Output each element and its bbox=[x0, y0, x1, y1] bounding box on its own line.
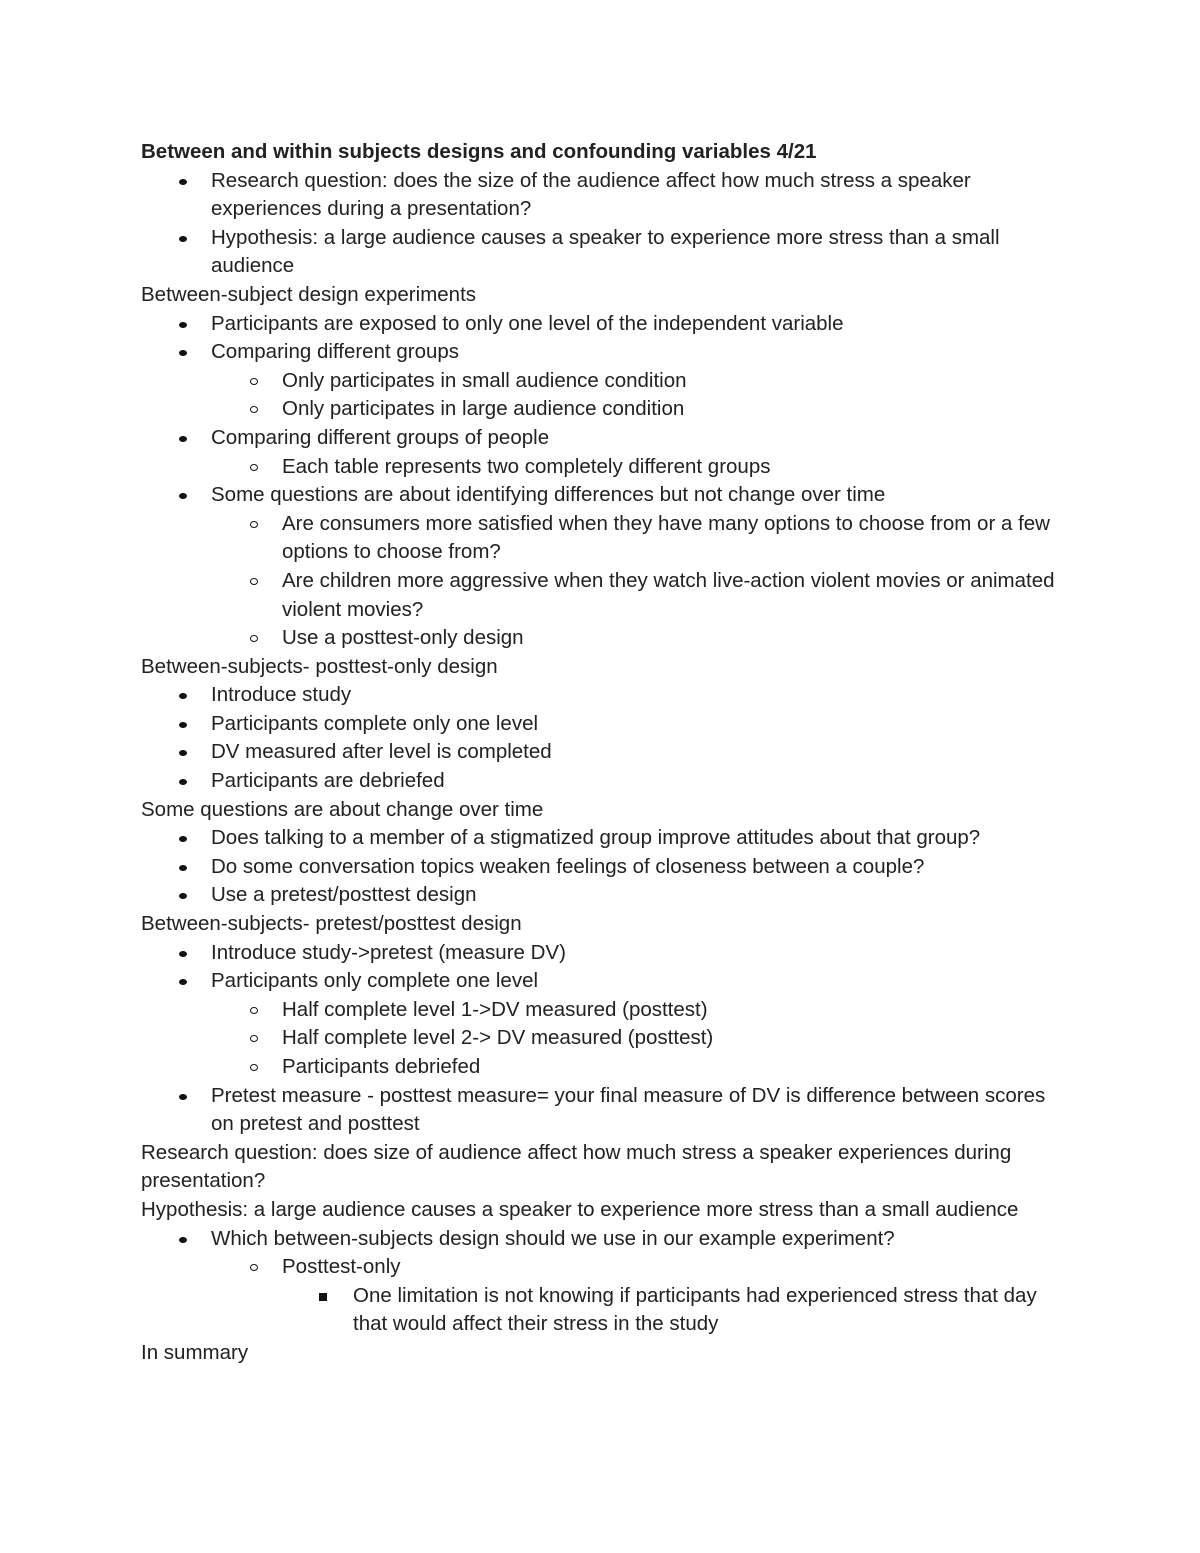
list-item: Only participates in small audience condition bbox=[141, 367, 1071, 396]
circle-bullet-icon bbox=[246, 1253, 266, 1282]
list-item: Hypothesis: a large audience causes a speaker to experience more stress than a small audience bbox=[141, 224, 1071, 281]
list-item: Some questions are about identifying differences but not change over time bbox=[141, 481, 1071, 510]
list-item: Comparing different groups of people bbox=[141, 424, 1071, 453]
list-item: Participants are exposed to only one level of the independent variable bbox=[141, 310, 1071, 339]
section-heading: Between-subjects- pretest/posttest design bbox=[141, 912, 522, 936]
disc-bullet-icon bbox=[175, 853, 195, 882]
disc-bullet-icon bbox=[175, 1225, 195, 1254]
disc-bullet-icon bbox=[175, 681, 195, 710]
section-heading: Hypothesis: a large audience causes a speaker to experience more stress than a small audience bbox=[141, 1197, 1019, 1221]
circle-bullet-icon bbox=[246, 1024, 266, 1053]
list-item: Only participates in large audience condition bbox=[141, 395, 1071, 424]
list-item: Participants complete only one level bbox=[141, 710, 1071, 739]
list-item: Use a posttest-only design bbox=[141, 624, 1071, 653]
disc-bullet-icon bbox=[175, 481, 195, 510]
list-item: Introduce study->pretest (measure DV) bbox=[141, 939, 1071, 968]
circle-bullet-icon bbox=[246, 567, 266, 596]
list-item: Research question: does the size of the audience affect how much stress a speaker experiences during a presentation? bbox=[141, 167, 1071, 224]
list-item: Comparing different groups bbox=[141, 338, 1071, 367]
circle-bullet-icon bbox=[246, 1053, 266, 1082]
disc-bullet-icon bbox=[175, 738, 195, 767]
disc-bullet-icon bbox=[175, 424, 195, 453]
list-item: Participants are debriefed bbox=[141, 767, 1071, 796]
list-item: Which between-subjects design should we use in our example experiment? bbox=[141, 1225, 1071, 1254]
circle-bullet-icon bbox=[246, 624, 266, 653]
circle-bullet-icon bbox=[246, 395, 266, 424]
section-heading: Research question: does size of audience affect how much stress a speaker experiences during presentation? bbox=[141, 1140, 1012, 1193]
disc-bullet-icon bbox=[175, 824, 195, 853]
disc-bullet-icon bbox=[175, 939, 195, 968]
list-item: Are children more aggressive when they watch live-action violent movies or animated violent movies? bbox=[141, 567, 1071, 624]
list-item: Posttest-only bbox=[141, 1253, 1071, 1282]
disc-bullet-icon bbox=[175, 338, 195, 367]
circle-bullet-icon bbox=[246, 453, 266, 482]
list-item: Half complete level 2-> DV measured (posttest) bbox=[141, 1024, 1071, 1053]
list-item: Participants only complete one level bbox=[141, 967, 1071, 996]
list-item: Pretest measure - posttest measure= your final measure of DV is difference between scores on pretest and posttest bbox=[141, 1082, 1071, 1139]
disc-bullet-icon bbox=[175, 967, 195, 996]
square-bullet-icon bbox=[315, 1282, 335, 1311]
circle-bullet-icon bbox=[246, 510, 266, 539]
list-item: Use a pretest/posttest design bbox=[141, 881, 1071, 910]
list-item: DV measured after level is completed bbox=[141, 738, 1071, 767]
disc-bullet-icon bbox=[175, 310, 195, 339]
document-body bbox=[141, 138, 1071, 1368]
section-heading: Between-subjects- posttest-only design bbox=[141, 654, 498, 678]
disc-bullet-icon bbox=[175, 1082, 195, 1111]
list-item: Participants debriefed bbox=[141, 1053, 1071, 1082]
circle-bullet-icon bbox=[246, 996, 266, 1025]
circle-bullet-icon bbox=[246, 367, 266, 396]
list-item: Do some conversation topics weaken feelings of closeness between a couple? bbox=[141, 853, 1071, 882]
list-item: Are consumers more satisfied when they have many options to choose from or a few options to choose from? bbox=[141, 510, 1071, 567]
disc-bullet-icon bbox=[175, 167, 195, 196]
disc-bullet-icon bbox=[175, 881, 195, 910]
list-item: Does talking to a member of a stigmatized group improve attitudes about that group? bbox=[141, 824, 1071, 853]
list-item: Introduce study bbox=[141, 681, 1071, 710]
disc-bullet-icon bbox=[175, 710, 195, 739]
section-heading: Between-subject design experiments bbox=[141, 282, 477, 306]
disc-bullet-icon bbox=[175, 224, 195, 253]
section-heading: Some questions are about change over time bbox=[141, 797, 544, 821]
section-heading: In summary bbox=[141, 1340, 249, 1364]
document-title: Between and within subjects designs and confounding variables 4/21 bbox=[141, 140, 817, 163]
list-item: One limitation is not knowing if participants had experienced stress that day that would affect their stress in the study bbox=[141, 1282, 1071, 1339]
disc-bullet-icon bbox=[175, 767, 195, 796]
list-item: Half complete level 1->DV measured (posttest) bbox=[141, 996, 1071, 1025]
list-item: Each table represents two completely different groups bbox=[141, 453, 1071, 482]
